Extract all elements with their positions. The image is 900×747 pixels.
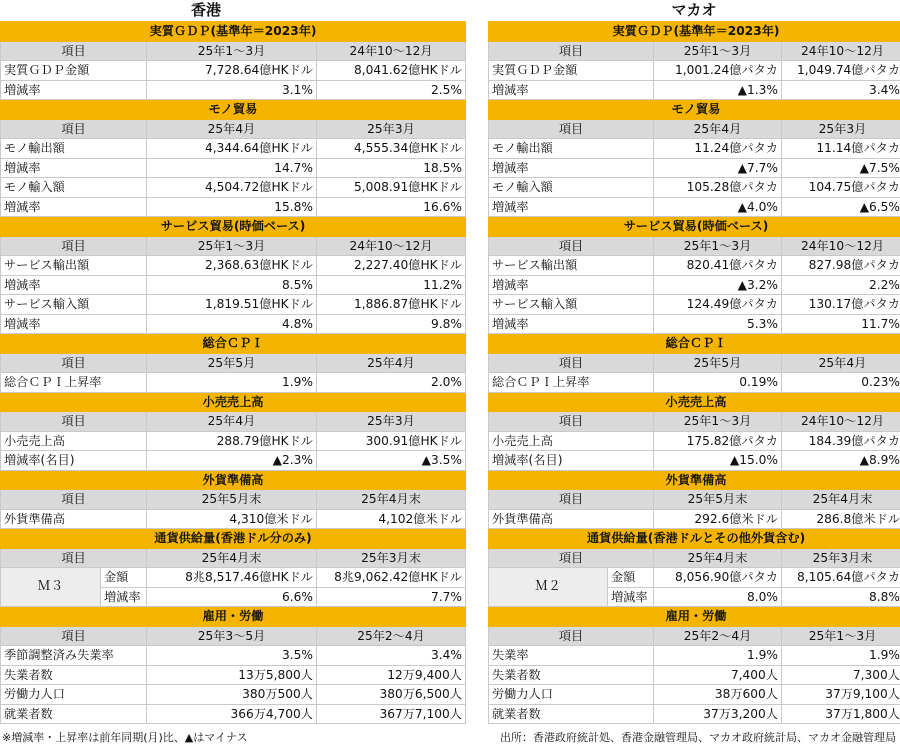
macau-panel	[488, 0, 900, 724]
section-title-row	[489, 22, 900, 42]
row-value: 8,041.62億HKドル	[317, 61, 466, 81]
row-label: モノ輸出額	[489, 139, 654, 159]
row-value: 4,310億米ドル	[147, 509, 317, 529]
table-row	[489, 197, 900, 217]
row-value: 4,102億米ドル	[317, 509, 466, 529]
header-row	[489, 41, 900, 61]
header-cell: 25年4月	[147, 412, 317, 432]
header-cell: 項目	[489, 548, 654, 568]
row-value: 1,001.24億パタカ	[654, 61, 782, 81]
row-label: 小売売上高	[1, 431, 147, 451]
row-value: 11.14億パタカ	[782, 139, 900, 159]
header-cell: 25年4月末	[654, 548, 782, 568]
row-value: 6.6%	[147, 587, 317, 607]
header-cell: 項目	[1, 353, 147, 373]
header-cell: 項目	[1, 41, 147, 61]
money-aggregate-label: Ｍ２	[489, 568, 608, 607]
header-cell: 24年10～12月	[317, 236, 466, 256]
table-row	[1, 178, 466, 198]
source-note: 出所：香港政府統計処、香港金融管理局、マカオ政府統計局、マカオ金融管理局	[500, 731, 896, 744]
section-title-row	[1, 100, 466, 120]
row-value: 2.5%	[317, 80, 466, 100]
section-title: 雇用・労働	[1, 607, 466, 627]
row-value: 7.7%	[317, 587, 466, 607]
header-cell: 25年5月末	[654, 490, 782, 510]
header-cell: 25年3月	[317, 119, 466, 139]
section-title: 通貨供給量(香港ドル分のみ)	[1, 529, 466, 549]
row-value: 9.8%	[317, 314, 466, 334]
table-row	[489, 685, 900, 705]
header-cell: 項目	[1, 236, 147, 256]
row-value: 3.1%	[147, 80, 317, 100]
table-row	[489, 704, 900, 724]
row-value: 7,300人	[782, 665, 900, 685]
row-value: 11.7%	[782, 314, 900, 334]
row-value: 2.0%	[317, 373, 466, 393]
table-row	[1, 295, 466, 315]
row-value: 15.8%	[147, 197, 317, 217]
row-value: 8兆9,062.42億HKドル	[317, 568, 466, 588]
table-row	[1, 256, 466, 276]
row-label: 総合ＣＰＩ上昇率	[1, 373, 147, 393]
table-row	[1, 451, 466, 471]
row-label: サービス輸入額	[489, 295, 654, 315]
row-label: 増減率	[608, 587, 654, 607]
header-row	[1, 412, 466, 432]
table-row	[489, 509, 900, 529]
header-row	[489, 353, 900, 373]
row-value: 124.49億パタカ	[654, 295, 782, 315]
header-cell: 25年3月	[317, 412, 466, 432]
row-value: 16.6%	[317, 197, 466, 217]
table-row	[489, 314, 900, 334]
row-label: 外貨準備高	[1, 509, 147, 529]
row-value: ▲3.5%	[317, 451, 466, 471]
row-label: 増減率(名目)	[1, 451, 147, 471]
row-label: 増減率	[489, 158, 654, 178]
row-value: 292.6億米ドル	[654, 509, 782, 529]
table-row	[1, 139, 466, 159]
row-value: 105.28億パタカ	[654, 178, 782, 198]
row-label: 労働力人口	[489, 685, 654, 705]
hong-kong-panel	[0, 0, 462, 724]
header-row	[489, 548, 900, 568]
header-cell: 25年4月末	[147, 548, 317, 568]
header-cell: 25年3～5月	[147, 626, 317, 646]
row-label: 増減率	[489, 275, 654, 295]
row-value: 38万600人	[654, 685, 782, 705]
row-value: 1.9%	[654, 646, 782, 666]
row-label: サービス輸入額	[1, 295, 147, 315]
header-row	[1, 41, 466, 61]
row-value: 1,049.74億パタカ	[782, 61, 900, 81]
table-row	[489, 373, 900, 393]
row-label: 外貨準備高	[489, 509, 654, 529]
hong-kong-title: 香港	[190, 1, 221, 19]
row-label: 増減率	[1, 314, 147, 334]
row-label: モノ輸入額	[489, 178, 654, 198]
section-title: 総合ＣＰＩ	[489, 334, 900, 354]
row-value: 2,227.40億HKドル	[317, 256, 466, 276]
table-row	[1, 158, 466, 178]
header-cell: 24年10～12月	[782, 412, 900, 432]
row-value: 8.5%	[147, 275, 317, 295]
row-value: 3.4%	[782, 80, 900, 100]
header-cell: 25年3月末	[317, 548, 466, 568]
row-label: 増減率	[489, 314, 654, 334]
header-cell: 25年1～3月	[654, 236, 782, 256]
section-title: 小売売上高	[1, 392, 466, 412]
row-value: 11.2%	[317, 275, 466, 295]
section-title: 外貨準備高	[1, 470, 466, 490]
section-title-row	[1, 217, 466, 237]
row-value: 827.98億パタカ	[782, 256, 900, 276]
header-cell: 25年5月末	[147, 490, 317, 510]
row-value: ▲2.3%	[147, 451, 317, 471]
row-value: 37万1,800人	[782, 704, 900, 724]
row-value: 4,504.72億HKドル	[147, 178, 317, 198]
footnote: ※増減率・上昇率は前年同期(月)比、▲はマイナス	[2, 731, 248, 744]
header-cell: 25年1～3月	[147, 41, 317, 61]
header-cell: 項目	[489, 236, 654, 256]
section-title-row	[1, 607, 466, 627]
header-row	[489, 490, 900, 510]
row-value: 8.8%	[782, 587, 900, 607]
row-value: ▲1.3%	[654, 80, 782, 100]
row-label: 実質ＧＤＰ金額	[1, 61, 147, 81]
table-row	[1, 646, 466, 666]
section-title: 通貨供給量(香港ドルとその他外貨含む)	[489, 529, 900, 549]
row-label: 小売売上高	[489, 431, 654, 451]
section-title-row	[489, 100, 900, 120]
section-title-row	[489, 607, 900, 627]
row-value: ▲15.0%	[654, 451, 782, 471]
section-title-row	[489, 217, 900, 237]
row-label: 金額	[608, 568, 654, 588]
header-cell: 項目	[489, 626, 654, 646]
row-label: 金額	[101, 568, 147, 588]
row-value: 11.24億パタカ	[654, 139, 782, 159]
table-row	[489, 158, 900, 178]
row-label: サービス輸出額	[1, 256, 147, 276]
header-cell: 24年10～12月	[782, 41, 900, 61]
row-label: 増減率	[1, 197, 147, 217]
section-title: 小売売上高	[489, 392, 900, 412]
table-row	[1, 275, 466, 295]
row-label: 季節調整済み失業率	[1, 646, 147, 666]
section-title-row	[1, 470, 466, 490]
header-cell: 項目	[489, 119, 654, 139]
row-value: 184.39億パタカ	[782, 431, 900, 451]
header-cell: 項目	[489, 353, 654, 373]
table-row	[1, 704, 466, 724]
header-cell: 25年2～4月	[317, 626, 466, 646]
table-row	[489, 431, 900, 451]
header-cell: 25年4月	[147, 119, 317, 139]
header-cell: 25年1～3月	[147, 236, 317, 256]
table-row	[489, 646, 900, 666]
section-title-row	[489, 529, 900, 549]
header-row	[1, 626, 466, 646]
row-label: モノ輸出額	[1, 139, 147, 159]
header-row	[1, 548, 466, 568]
row-label: 増減率	[489, 197, 654, 217]
section-title-row	[489, 392, 900, 412]
header-cell: 25年5月	[147, 353, 317, 373]
table-row	[1, 509, 466, 529]
header-cell: 項目	[1, 119, 147, 139]
row-value: 5.3%	[654, 314, 782, 334]
header-cell: 項目	[1, 626, 147, 646]
table-row	[1, 373, 466, 393]
table-row	[1, 685, 466, 705]
section-title: モノ貿易	[489, 100, 900, 120]
row-value: 14.7%	[147, 158, 317, 178]
table-row	[489, 178, 900, 198]
section-title-row	[1, 529, 466, 549]
header-cell: 25年4月末	[782, 490, 900, 510]
table-row	[1, 80, 466, 100]
row-value: ▲7.5%	[782, 158, 900, 178]
row-value: 8,056.90億パタカ	[654, 568, 782, 588]
row-value: ▲8.9%	[782, 451, 900, 471]
row-value: 367万7,100人	[317, 704, 466, 724]
section-title: 実質ＧＤＰ(基準年＝2023年)	[1, 22, 466, 42]
row-label: 労働力人口	[1, 685, 147, 705]
section-title: モノ貿易	[1, 100, 466, 120]
section-title-row	[1, 334, 466, 354]
header-cell: 項目	[1, 412, 147, 432]
row-label: 就業者数	[1, 704, 147, 724]
table-row	[1, 314, 466, 334]
row-value: ▲4.0%	[654, 197, 782, 217]
money-aggregate-label: Ｍ３	[1, 568, 101, 607]
row-value: 3.5%	[147, 646, 317, 666]
row-label: 増減率	[1, 80, 147, 100]
header-cell: 25年3月末	[782, 548, 900, 568]
row-value: 4,344.64億HKドル	[147, 139, 317, 159]
row-value: 104.75億パタカ	[782, 178, 900, 198]
row-value: 366万4,700人	[147, 704, 317, 724]
table-row	[489, 80, 900, 100]
header-row	[489, 236, 900, 256]
header-cell: 項目	[489, 490, 654, 510]
row-value: 12万9,400人	[317, 665, 466, 685]
macau-table	[488, 21, 900, 724]
row-value: ▲3.2%	[654, 275, 782, 295]
row-value: 4,555.34億HKドル	[317, 139, 466, 159]
row-value: 4.8%	[147, 314, 317, 334]
header-cell: 25年2～4月	[654, 626, 782, 646]
row-value: 820.41億パタカ	[654, 256, 782, 276]
row-value: 8兆8,517.46億HKドル	[147, 568, 317, 588]
row-value: 380万6,500人	[317, 685, 466, 705]
row-label: 失業者数	[489, 665, 654, 685]
row-value: 1.9%	[147, 373, 317, 393]
header-cell: 25年1～3月	[782, 626, 900, 646]
row-value: 8,105.64億パタカ	[782, 568, 900, 588]
row-value: 7,400人	[654, 665, 782, 685]
table-row	[489, 295, 900, 315]
row-value: 130.17億パタカ	[782, 295, 900, 315]
table-row	[1, 197, 466, 217]
row-value: 0.19%	[654, 373, 782, 393]
row-label: 失業者数	[1, 665, 147, 685]
row-label: サービス輸出額	[489, 256, 654, 276]
row-value: 18.5%	[317, 158, 466, 178]
row-value: 5,008.91億HKドル	[317, 178, 466, 198]
header-cell: 25年3月	[782, 119, 900, 139]
table-row	[489, 61, 900, 81]
row-label: 増減率	[489, 80, 654, 100]
table-row	[1, 568, 466, 588]
header-cell: 項目	[489, 41, 654, 61]
row-value: 288.79億HKドル	[147, 431, 317, 451]
table-row	[489, 256, 900, 276]
row-label: 就業者数	[489, 704, 654, 724]
row-label: 増減率(名目)	[489, 451, 654, 471]
section-title: 外貨準備高	[489, 470, 900, 490]
section-title: 総合ＣＰＩ	[1, 334, 466, 354]
section-title: 雇用・労働	[489, 607, 900, 627]
row-label: 総合ＣＰＩ上昇率	[489, 373, 654, 393]
header-cell: 項目	[1, 548, 147, 568]
header-cell: 25年4月末	[317, 490, 466, 510]
row-value: 175.82億パタカ	[654, 431, 782, 451]
row-label: モノ輸入額	[1, 178, 147, 198]
section-title-row	[1, 22, 466, 42]
section-title-row	[489, 470, 900, 490]
table-row	[1, 431, 466, 451]
table-row	[1, 61, 466, 81]
header-cell: 項目	[489, 412, 654, 432]
row-value: 286.8億米ドル	[782, 509, 900, 529]
row-value: ▲7.7%	[654, 158, 782, 178]
row-value: 2,368.63億HKドル	[147, 256, 317, 276]
row-value: 1,819.51億HKドル	[147, 295, 317, 315]
row-value: 300.91億HKドル	[317, 431, 466, 451]
row-label: 実質ＧＤＰ金額	[489, 61, 654, 81]
row-label: 増減率	[101, 587, 147, 607]
header-cell: 24年10～12月	[317, 41, 466, 61]
table-row	[1, 665, 466, 685]
table-row	[489, 275, 900, 295]
header-cell: 25年1～3月	[654, 412, 782, 432]
header-cell: 25年5月	[654, 353, 782, 373]
table-row	[489, 139, 900, 159]
section-title: サービス貿易(時価ベース)	[1, 217, 466, 237]
section-title: 実質ＧＤＰ(基準年＝2023年)	[489, 22, 900, 42]
row-value: 2.2%	[782, 275, 900, 295]
header-cell: 25年4月	[317, 353, 466, 373]
macau-title: マカオ	[671, 1, 717, 19]
row-value: 0.23%	[782, 373, 900, 393]
header-row	[1, 119, 466, 139]
hong-kong-table	[0, 21, 466, 724]
header-row	[1, 236, 466, 256]
section-title-row	[1, 392, 466, 412]
table-row	[489, 665, 900, 685]
row-label: 増減率	[1, 275, 147, 295]
row-value: 1,886.87億HKドル	[317, 295, 466, 315]
row-value: 380万500人	[147, 685, 317, 705]
header-cell: 25年1～3月	[654, 41, 782, 61]
section-title: サービス貿易(時価ベース)	[489, 217, 900, 237]
header-row	[1, 490, 466, 510]
header-cell: 25年4月	[654, 119, 782, 139]
row-label: 増減率	[1, 158, 147, 178]
header-row	[489, 119, 900, 139]
row-value: ▲6.5%	[782, 197, 900, 217]
row-value: 37万3,200人	[654, 704, 782, 724]
row-value: 1.9%	[782, 646, 900, 666]
header-cell: 項目	[1, 490, 147, 510]
row-value: 7,728.64億HKドル	[147, 61, 317, 81]
row-value: 13万5,800人	[147, 665, 317, 685]
row-value: 8.0%	[654, 587, 782, 607]
row-value: 3.4%	[317, 646, 466, 666]
table-row	[489, 451, 900, 471]
section-title-row	[489, 334, 900, 354]
header-row	[489, 626, 900, 646]
header-cell: 25年4月	[782, 353, 900, 373]
header-row	[1, 353, 466, 373]
header-cell: 24年10～12月	[782, 236, 900, 256]
header-row	[489, 412, 900, 432]
row-label: 失業率	[489, 646, 654, 666]
row-value: 37万9,100人	[782, 685, 900, 705]
table-row	[489, 568, 900, 588]
